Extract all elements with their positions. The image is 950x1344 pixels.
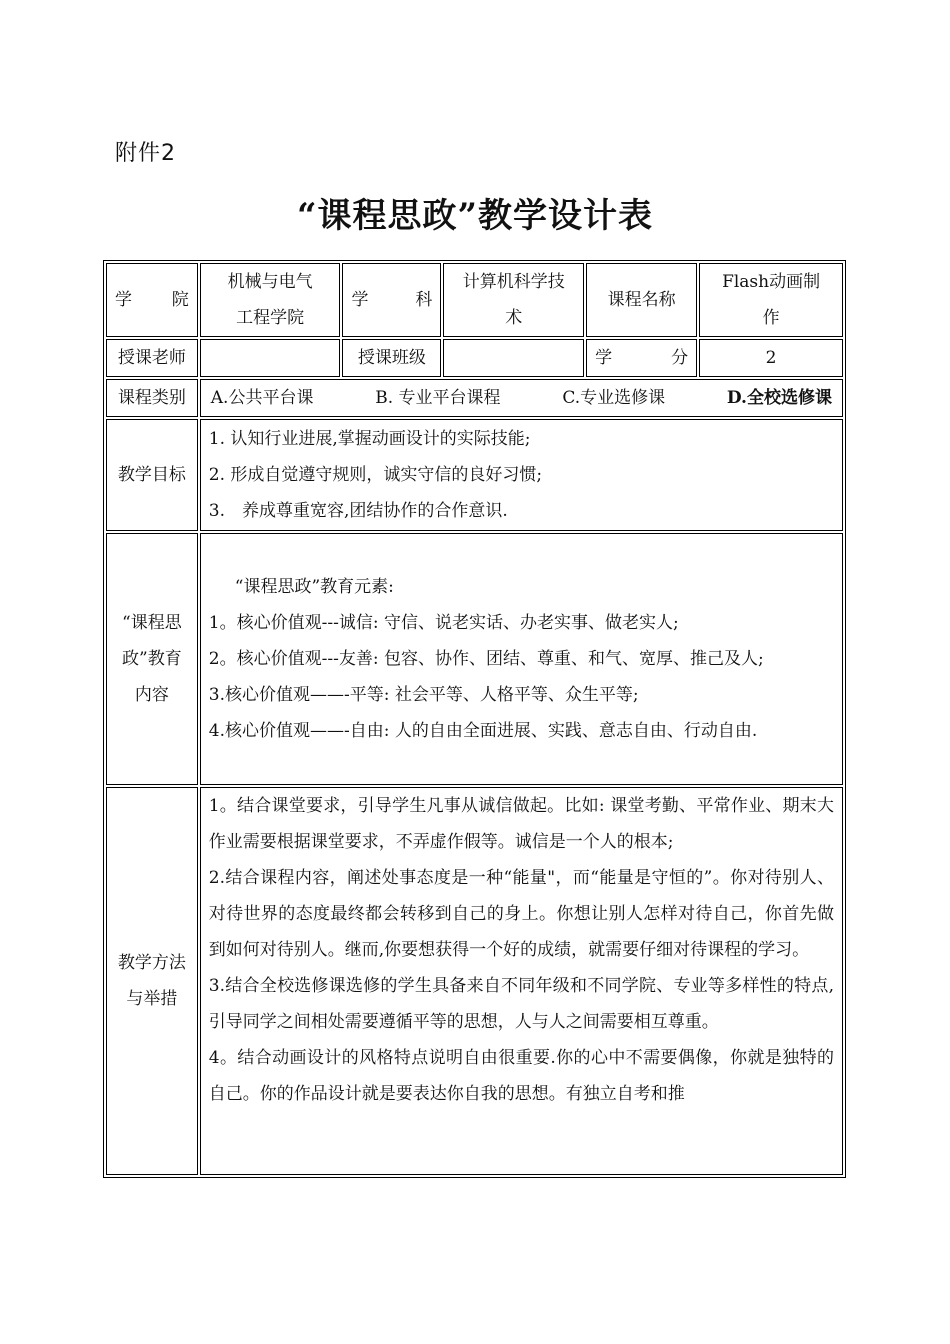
attachment-label: 附件2 — [115, 141, 176, 166]
goal-line: 2. 形成自觉遵守规则，诚实守信的良好习惯; — [208, 465, 543, 485]
teacher-label: 授课老师 — [106, 339, 198, 377]
class-value — [443, 339, 584, 377]
category-option-a: A.公共平台课 — [210, 388, 314, 408]
category-option-b: B. 专业平台课程 — [375, 388, 501, 408]
ideology-label — [106, 533, 198, 785]
course-name-value — [699, 263, 843, 337]
design-form-table — [103, 260, 846, 1178]
teacher-value — [200, 339, 341, 377]
category-label: 课程类别 — [106, 379, 198, 417]
subject-label: 学 科 — [342, 263, 441, 337]
subject-value-line1: 计算机科学技 — [462, 272, 565, 292]
row-teacher-info — [106, 339, 843, 377]
credit-label: 学 分 — [586, 339, 697, 377]
ideology-label-line1: “课程思 — [122, 613, 182, 633]
course-name-label: 课程名称 — [586, 263, 697, 337]
college-value — [200, 263, 341, 337]
method-paragraph: 3.结合全校选修课选修的学生具备来自不同年级和不同学院、专业等多样性的特点,引导同学之间相处需要遵循平等的思想，人与人之间需要相互尊重。 — [208, 976, 834, 1032]
ideology-item: 3.核心价值观——-平等: 社会平等、人格平等、众生平等; — [208, 685, 639, 705]
ideology-label-line3: 内容 — [134, 685, 169, 705]
teaching-methods-content — [200, 787, 843, 1175]
methods-label-line1: 教学方法 — [117, 953, 186, 973]
teaching-goals-content — [200, 419, 843, 531]
ideology-item: 1。核心价值观---诚信: 守信、说老实话、办老实事、做老实人; — [208, 613, 679, 633]
goal-line: 1. 认知行业进展,掌握动画设计的实际技能; — [208, 429, 531, 449]
row-category — [106, 379, 843, 417]
ideology-label-line2: 政”教育 — [122, 649, 182, 669]
ideology-heading: “课程思政”教育元素: — [234, 577, 394, 597]
row-teaching-methods — [106, 787, 843, 1175]
method-paragraph: 2.结合课程内容，阐述处事态度是一种“能量"，而“能量是守恒的”。你对待别人、对待世界的态度最终都会转移到自己的身上。你想让别人怎样对待自己，你首先做到如何对待别人。继而,你要想获得一个好的成绩，就需要仔细对待课程的学习。 — [208, 868, 834, 960]
row-teaching-goals — [106, 419, 843, 531]
college-value-line1: 机械与电气 — [227, 272, 313, 292]
category-option-d-selected: D.全校选修课 — [726, 388, 832, 408]
subject-value — [443, 263, 584, 337]
teaching-methods-label — [106, 787, 198, 1175]
method-paragraph: 1。结合课堂要求，引导学生凡事从诚信做起。比如: 课堂考勤、平常作业、期末大作业需要根据课堂要求，不弄虚作假等。诚信是一个人的根本; — [208, 796, 834, 852]
teaching-goals-label: 教学目标 — [106, 419, 198, 531]
course-name-line2: 作 — [762, 308, 780, 328]
subject-value-line2: 术 — [505, 308, 523, 328]
credit-value: 2 — [699, 339, 843, 377]
methods-label-line2: 与举措 — [126, 989, 178, 1009]
document-title: “课程思政”教学设计表 — [296, 196, 654, 236]
row-basic-info — [106, 263, 843, 337]
method-paragraph: 4。结合动画设计的风格特点说明自由很重要.你的心中不需要偶像，你就是独特的自己。你的作品设计就是要表达你自我的思想。有独立自考和推 — [208, 1048, 834, 1104]
category-option-c: C.专业选修课 — [562, 388, 666, 408]
ideology-content — [200, 533, 843, 785]
ideology-item: 2。核心价值观---友善: 包容、协作、团结、尊重、和气、宽厚、推己及人; — [208, 649, 764, 669]
ideology-item: 4.核心价值观——-自由: 人的自由全面进展、实践、意志自由、行动自由. — [208, 721, 758, 741]
college-value-line2: 工程学院 — [236, 308, 305, 328]
class-label: 授课班级 — [342, 339, 441, 377]
course-name-line1: Flash动画制 — [722, 272, 821, 292]
category-options — [200, 379, 843, 417]
goal-line: 3. 养成尊重宽容,团结协作的合作意识. — [208, 501, 508, 521]
college-label: 学 院 — [106, 263, 198, 337]
row-ideology-content — [106, 533, 843, 785]
